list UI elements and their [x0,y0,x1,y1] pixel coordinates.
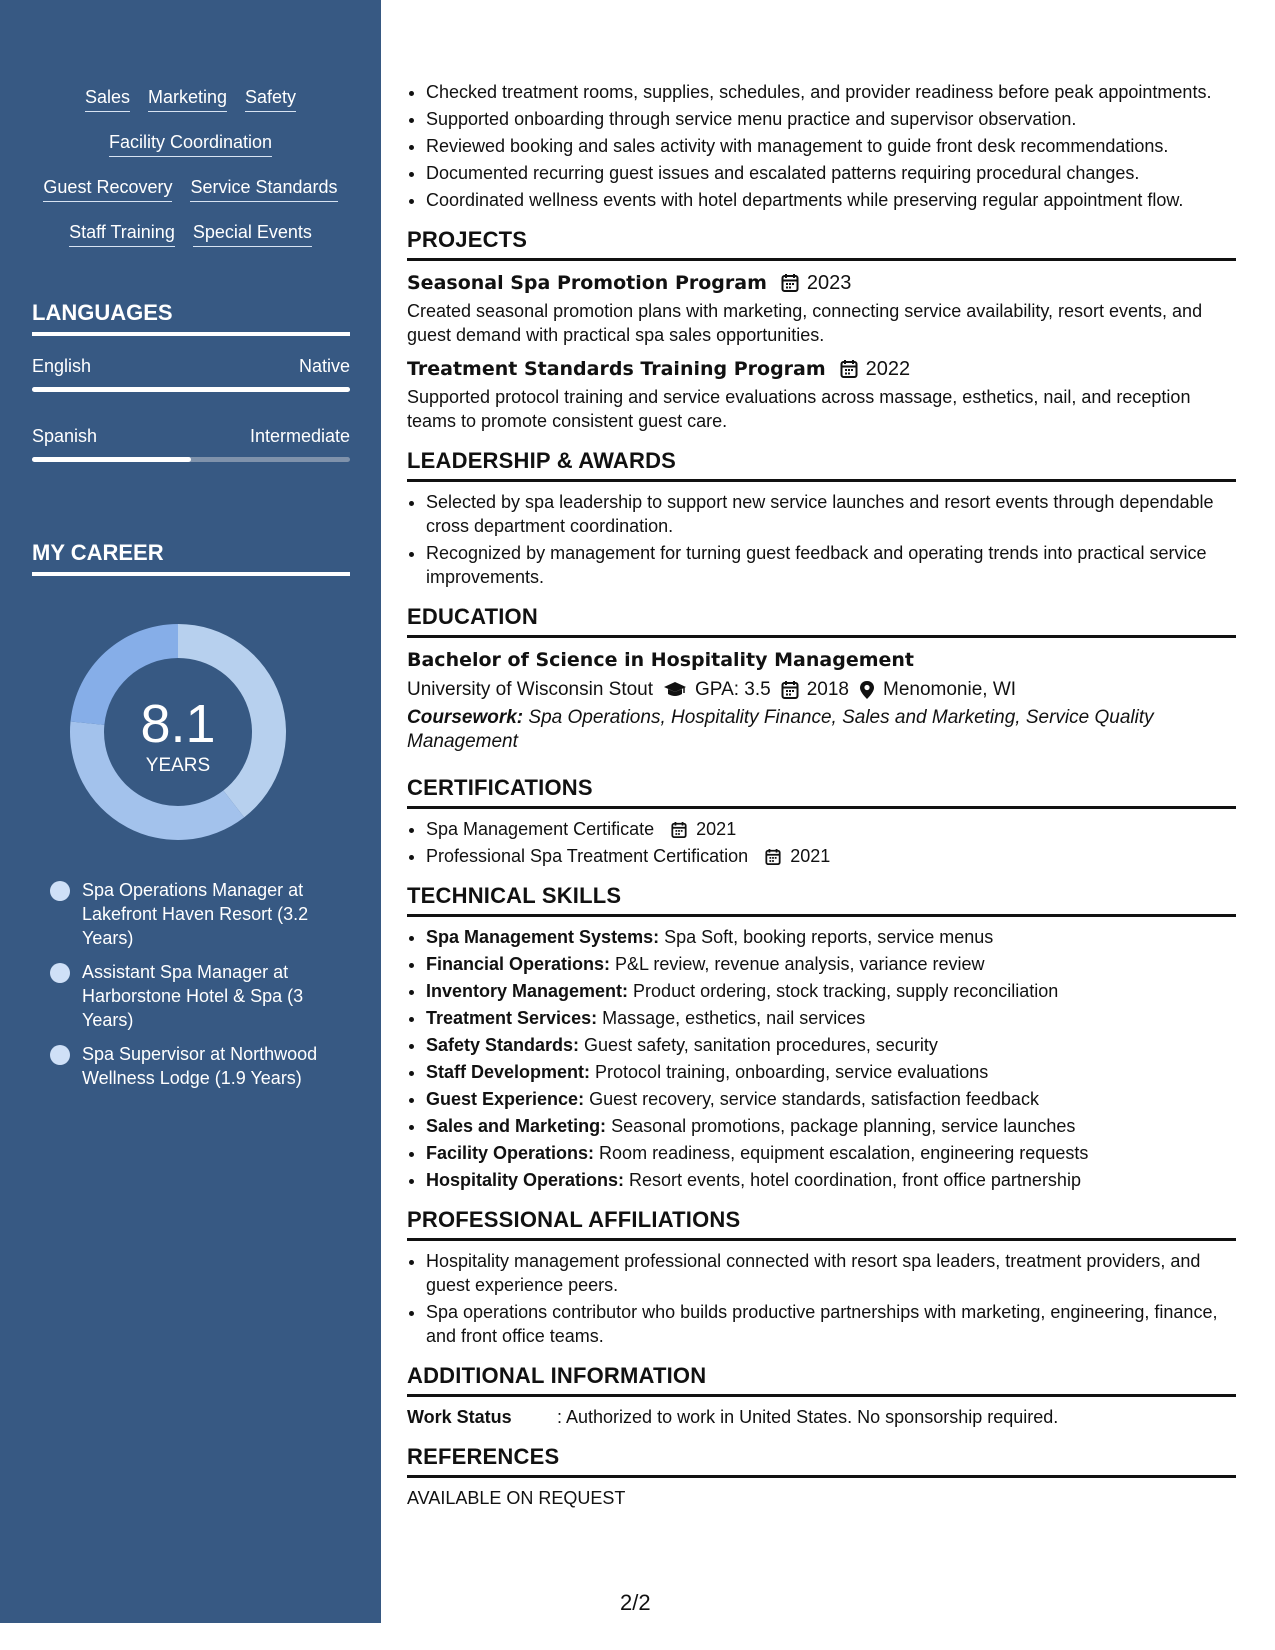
experience-bullets [407,80,1236,212]
tag-row [0,86,381,131]
language-english [32,356,350,392]
project-description: Created seasonal promotion plans with marketing, connecting service availability, resort events, and guest demand with practical spa sales opportunities. [407,301,1203,345]
skill-value: Spa Soft, booking reports, service menus [659,927,994,947]
list-item [426,1114,1236,1138]
list-item [426,979,1236,1003]
career-item [50,960,340,1032]
list-item [426,844,1236,868]
project-description: Supported protocol training and service evaluations across massage, esthetics, nail, and reception teams to promote consistent guest care. [407,387,1191,431]
career-text: Assistant Spa Manager at Harborstone Hotel & Spa (3 Years) [82,962,304,1030]
school-location: Menomonie, WI [883,679,1017,700]
project-item [407,271,1236,347]
bullet-dot-icon [50,1045,70,1065]
career-list [50,878,340,1100]
references-heading: REFERENCES [407,1445,1236,1478]
career-heading: MY CAREER [32,540,350,576]
career-item [50,878,340,950]
sidebar [0,0,381,1623]
list-item: • Hospitality management professional connected with resort spa leaders, treatment providers, and guest experience peers. [426,1249,1236,1297]
references-text: AVAILABLE ON REQUEST [407,1488,626,1508]
project-year: 2022 [865,358,911,380]
skill-label: Guest Experience: [426,1089,585,1109]
tag-row [0,176,381,221]
list-item [426,925,1236,949]
skill-label: Inventory Management: [426,981,629,1001]
coursework-list: Spa Operations, Hospitality Finance, Sales and Marketing, Service Quality Management [407,707,1154,752]
work-status-value: : Authorized to work in United States. No sponsorship required. [557,1407,1059,1427]
calendar-icon [781,273,799,293]
skill-value: Guest safety, sanitation procedures, security [579,1035,938,1055]
language-bar-fill [32,387,350,392]
skill-label: Treatment Services: [426,1008,598,1028]
skill-label: Staff Development: [426,1062,591,1082]
career-donut-chart [64,618,292,846]
tag-row [0,131,381,176]
project-title: Treatment Standards Training Program [407,358,826,380]
cert-name: Spa Management Certificate [426,819,655,839]
degree-title: Bachelor of Science in Hospitality Management [407,649,914,671]
calendar-icon [671,821,687,839]
technical-skills-list [407,925,1236,1192]
graduation-cap-icon [663,681,687,699]
list-item [426,1087,1236,1111]
list-item: • Recognized by management for turning guest feedback and operating trends into practical service improvements. [426,541,1236,589]
project-year: 2023 [806,272,852,294]
list-item [426,1006,1236,1030]
technical-skills-heading: TECHNICAL SKILLS [407,884,1236,917]
skill-value: Guest recovery, service standards, satisfaction feedback [584,1089,1039,1109]
work-status-label: Work Status [407,1407,512,1427]
calendar-icon [781,680,799,700]
certifications-heading: CERTIFICATIONS [407,776,1236,809]
skill-tag: Safety [245,86,296,112]
skill-value: Room readiness, equipment escalation, engineering requests [594,1143,1089,1163]
skill-value: Resort events, hotel coordination, front office partnership [624,1170,1081,1190]
skill-tag: Marketing [148,86,227,112]
graduation-year: 2018 [806,679,849,700]
skill-value: Massage, esthetics, nail services [597,1008,866,1028]
calendar-icon [765,848,781,866]
list-item: • Reviewed booking and sales activity with management to guide front desk recommendations. [426,134,1236,158]
skill-value: Product ordering, stock tracking, supply reconciliation [628,981,1059,1001]
list-item [426,1168,1236,1192]
skill-tags [0,86,381,266]
skill-tag: Guest Recovery [43,176,172,202]
calendar-icon [840,359,858,379]
main-content [407,80,1236,1510]
language-name: Spanish [32,426,98,446]
skill-tag: Special Events [193,221,312,247]
school-name: University of Wisconsin Stout [407,679,654,700]
language-level: Native [298,356,350,376]
affiliations-heading: PROFESSIONAL AFFILIATIONS [407,1208,1236,1241]
skill-tag: Service Standards [190,176,337,202]
list-item [426,1060,1236,1084]
language-bar [32,387,350,392]
skill-value: P&L review, revenue analysis, variance review [610,954,985,974]
language-bar [32,457,350,462]
skill-label: Facility Operations: [426,1143,595,1163]
cert-year: 2021 [696,819,737,839]
skill-tag: Facility Coordination [109,131,272,157]
skill-value: Seasonal promotions, package planning, service launches [606,1116,1076,1136]
list-item [426,817,1236,841]
career-item [50,1042,340,1090]
tag-row [0,221,381,266]
career-unit: YEARS [145,755,211,776]
skill-value: Protocol training, onboarding, service evaluations [590,1062,989,1082]
list-item: • Checked treatment rooms, supplies, schedules, and provider readiness before peak appointments. [426,80,1236,104]
language-spanish [32,426,350,462]
list-item [426,1033,1236,1057]
language-level: Intermediate [249,426,350,446]
page-number: 2/2 [620,1590,651,1615]
education-meta [407,678,1236,702]
certifications-list [407,817,1236,868]
coursework-label: Coursework: [407,707,524,728]
language-name: English [32,356,92,376]
gpa: GPA: 3.5 [695,679,771,700]
leadership-list [407,490,1236,589]
cert-year: 2021 [790,846,831,866]
list-item: • Spa operations contributor who builds productive partnerships with marketing, engineering, finance, and front office teams. [426,1300,1236,1348]
project-title: Seasonal Spa Promotion Program [407,272,767,294]
skill-label: Safety Standards: [426,1035,580,1055]
list-item [426,1141,1236,1165]
projects-heading: PROJECTS [407,228,1236,261]
skill-tag: Sales [85,86,130,112]
career-total: 8.1 [140,694,216,754]
affiliations-list [407,1249,1236,1348]
list-item [426,952,1236,976]
coursework [407,706,1236,754]
cert-name: Professional Spa Treatment Certification [426,846,749,866]
skill-tag: Staff Training [69,221,175,247]
list-item: • Supported onboarding through service menu practice and supervisor observation. [426,107,1236,131]
list-item: • Documented recurring guest issues and escalated patterns requiring procedural changes. [426,161,1236,185]
skill-label: Sales and Marketing: [426,1116,607,1136]
work-status-row [407,1405,1236,1429]
skill-label: Hospitality Operations: [426,1170,625,1190]
bullet-dot-icon [50,881,70,901]
leadership-heading: LEADERSHIP & AWARDS [407,449,1236,482]
list-item: • Selected by spa leadership to support new service launches and resort events through dependable cross department coordination. [426,490,1236,538]
skill-label: Spa Management Systems: [426,927,660,947]
career-text: Spa Operations Manager at Lakefront Haven Resort (3.2 Years) [82,880,309,948]
career-text: Spa Supervisor at Northwood Wellness Lodge (1.9 Years) [82,1044,318,1088]
bullet-dot-icon [50,963,70,983]
additional-info-heading: ADDITIONAL INFORMATION [407,1364,1236,1397]
list-item: • Coordinated wellness events with hotel departments while preserving regular appointment flow. [426,188,1236,212]
location-pin-icon [859,680,875,700]
languages-heading: LANGUAGES [32,300,350,336]
skill-label: Financial Operations: [426,954,611,974]
language-bar-fill [32,457,191,462]
project-item [407,357,1236,433]
education-heading: EDUCATION [407,605,1236,638]
